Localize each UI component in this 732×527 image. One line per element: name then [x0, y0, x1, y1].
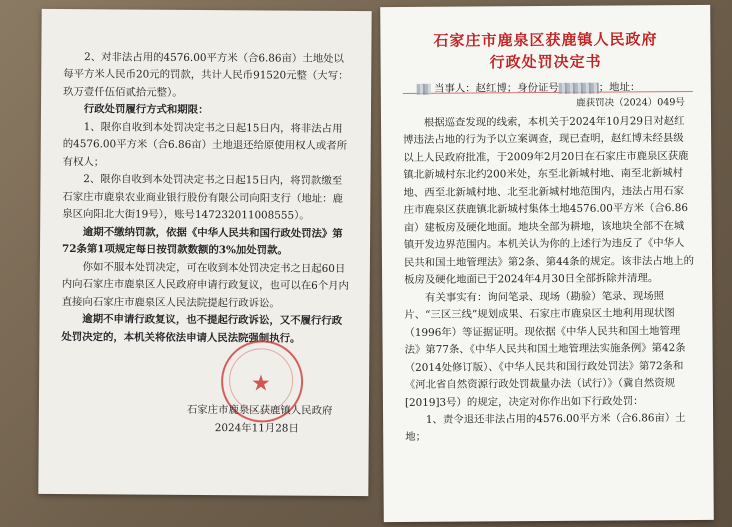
document-page-right	[380, 5, 714, 522]
left-paragraph: 2、对非法占用的4576.00平方米（合6.86亩）土地处以每平方米人民币20元的罚款，共计人民币91520元整（大写：玖万壹仟伍佰贰拾元整）。	[63, 51, 349, 99]
right-paragraph: 根据巡查发现的线索，本机关于2024年10月29日对赵红博违法占地的行为予以立案调查，现已查明，赵红博未经县级以上人民政府批准，于2009年2月20日在石家庄市鹿泉区获鹿镇北新城村东北约200米处，东至北新城村地、南至北新城村地、西至北新城村地、北至北新城村地范围内，违法占用石家庄市鹿泉区获鹿镇北新城村集体土地4576.00平方米（合6.86亩）建板房及硬化地面。地块全部为耕地，该地块全部不在城镇开发边界范围内。本机关认为你的上述行为违反了《中华人民共和国土地管理法》第2条、第44条的规定。该非法占地上的板房及硬化地面已于2024年4月30日全部拆除并清理。	[403, 115, 695, 287]
party-prefix: 当事人：赵红博；身份证号	[434, 81, 559, 95]
left-paragraph: 1、限你自收到本处罚决定书之日起15日内，将非法占用的4576.00平方米（合6.86亩）土地退还给原使用权人或者所有权人；	[62, 121, 348, 169]
right-paragraph: 有关事实有：询问笔录、现场（勘验）笔录、现场照片、“三区三线”规划成果、石家庄市鹿泉区土地利用现状图（1996年）等证据证明。现依据《中华人民共和国土地管理法》第77条、《中华人民共和国土地管理法实施条例》第42条（2014处修订版）、《中华人民共和国行政处罚法》第72条和《河北省自然资源行政处罚裁量办法（试行）》（冀自然资规[2019]3号）的规定，决定对你作出如下行政处罚：	[404, 289, 686, 409]
document-title-line2: 行政处罚决定书	[489, 52, 602, 72]
left-paragraph: 你如不服本处罚决定，可在收到本处罚决定书之日起60日内向石家庄市鹿泉区人民政府申请行政复议，也可以在6个月内直接向石家庄市鹿泉区人民法院提起行政诉讼。	[61, 260, 349, 310]
left-page-body	[61, 49, 351, 348]
right-paragraph: 1、责令退还非法占用的4576.00平方米（合6.86亩）土地；	[405, 412, 686, 444]
right-page-body	[403, 113, 695, 447]
seal-star-icon: ★	[250, 371, 271, 397]
redacted-block	[417, 83, 431, 94]
left-paragraph: 行政处罚履行方式和期限：	[83, 103, 209, 117]
left-paragraph: 逾期不申请行政复议，也不提起行政诉讼，又不履行行政处罚决定的，本机关将依法申请人民法院强制执行。	[61, 313, 343, 345]
left-paragraph: 2、限你自收到本处罚决定书之日起15日内，将罚款缴至石家庄市鹿泉农业商业银行股份有限公司向阳支行（地址：鹿泉区向阳北大街19号），账号147232011008555）。	[62, 173, 343, 222]
left-paragraph: 逾期不缴纳罚款，依据《中华人民共和国行政处罚法》第72条第1项规定每日按罚款数额的3%加处罚款。	[61, 225, 343, 257]
document-title-line1: 石家庄市鹿泉区获鹿镇人民政府	[433, 30, 658, 50]
signature-date: 2024年11月28日	[214, 422, 299, 435]
party-suffix: ；地址：	[598, 81, 641, 94]
document-page-left	[38, 9, 371, 496]
party-line	[403, 79, 693, 98]
document-number: 鹿获罚决（2024）049号	[576, 97, 685, 109]
redacted-id-number	[559, 82, 599, 93]
signature-organization: 石家庄市鹿泉区获鹿镇人民政府	[186, 403, 333, 417]
